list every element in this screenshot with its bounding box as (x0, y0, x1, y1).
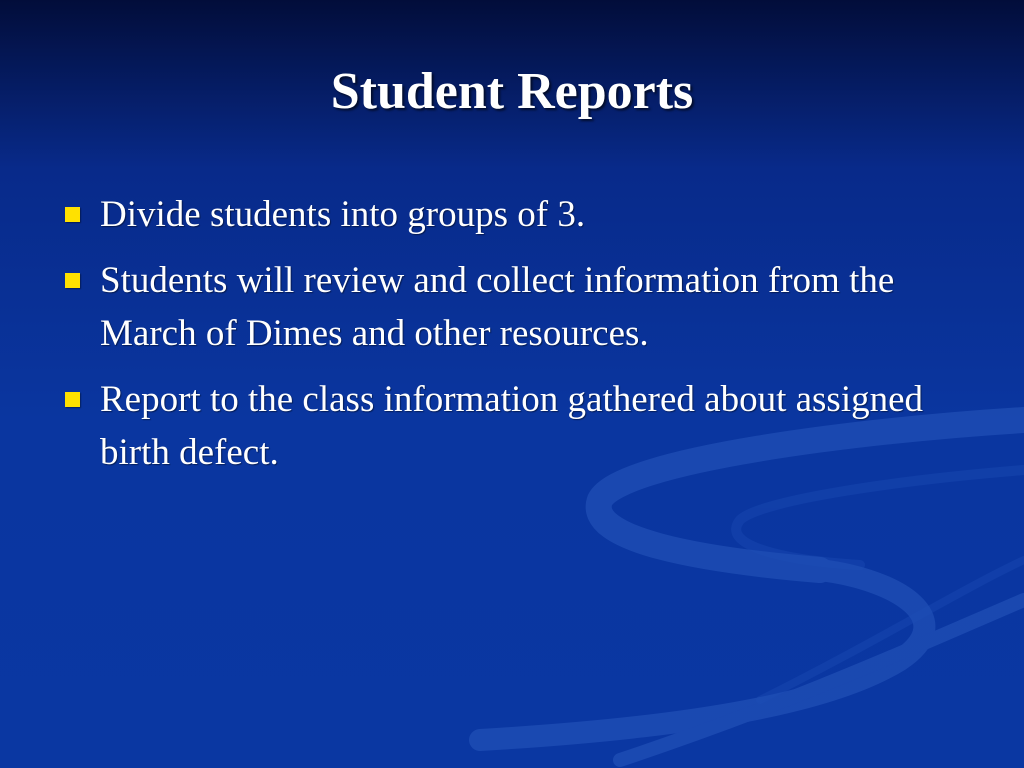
slide-title: Student Reports (330, 63, 694, 120)
bullet-item (60, 373, 960, 479)
bullet-text: Divide students into groups of 3. (100, 194, 586, 235)
bullet-list (60, 188, 960, 492)
bullet-text: Students will review and collect information from the March of Dimes and other resources. (100, 260, 895, 354)
square-bullet-icon (65, 207, 80, 222)
square-bullet-icon (65, 392, 80, 407)
square-bullet-icon (65, 273, 80, 288)
bullet-text: Report to the class information gathered about assigned birth defect. (100, 379, 924, 473)
bullet-item (60, 254, 960, 360)
bullet-item (60, 188, 960, 241)
